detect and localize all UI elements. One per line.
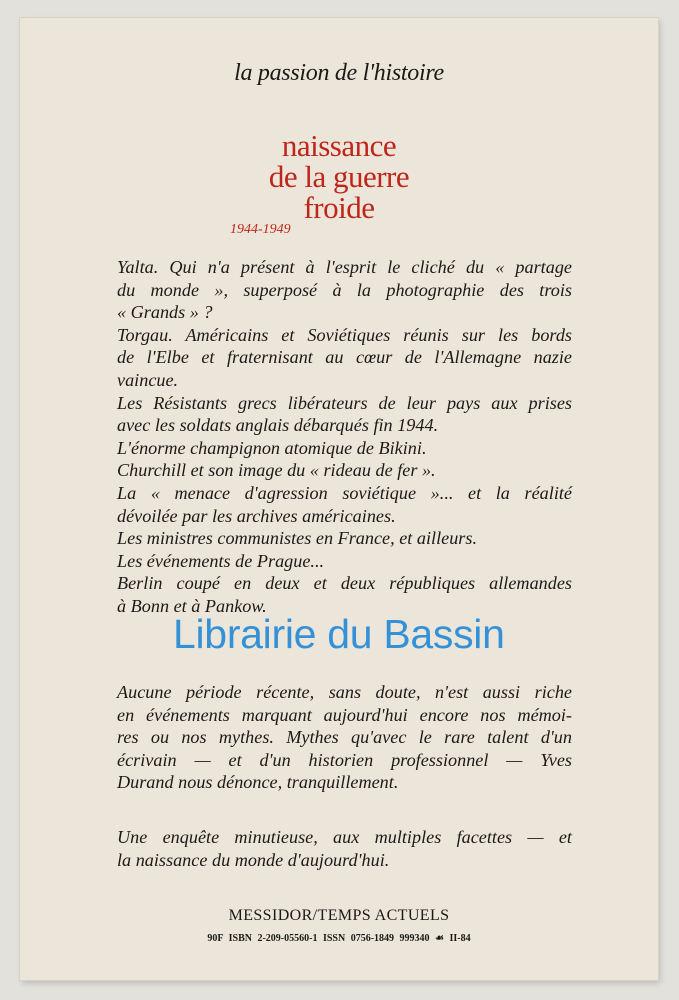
blurb-line: Durand nous dénonce, tranquillement. bbox=[117, 772, 399, 793]
blurb-line: « Grands » ? bbox=[117, 302, 213, 323]
blurb-line: L'énorme champignon atomique de Bikini. bbox=[117, 437, 427, 458]
blurb-line: Les Résistants grecs libérateurs de leur pays aux prises bbox=[117, 392, 572, 413]
blurb-line: de l'Elbe et fraternisant au cœur de l'Allemagne nazie bbox=[117, 347, 572, 368]
isbn-line: 90F ISBN 2-209-05560-1 ISSN 0756-1849 999340 ☙ II-84 bbox=[207, 933, 471, 944]
blurb-line: res ou nos mythes. Mythes qu'avec le rare talent d'un bbox=[117, 727, 572, 748]
blurb-line: Torgau. Américains et Soviétiques réunis sur les bords bbox=[117, 324, 572, 345]
blurb-line: du monde », superposé à la photographie des trois bbox=[117, 279, 572, 300]
blurb-line: Yalta. Qui n'a présent à l'esprit le cliché du « partage bbox=[117, 257, 572, 277]
blurb-line: Aucune période récente, sans doute, n'est aussi riche bbox=[117, 682, 572, 702]
title-line: froide bbox=[303, 190, 375, 225]
blurb-line: avec les soldats anglais débarqués fin 1944. bbox=[117, 415, 439, 436]
blurb-line: Churchill et son image du « rideau de fer ». bbox=[117, 460, 436, 481]
blurb-line: Berlin coupé en deux et deux républiques allemandes bbox=[117, 573, 572, 594]
blurb-line: Les événements de Prague... bbox=[117, 550, 325, 571]
publisher-name: MESSIDOR/TEMPS ACTUELS bbox=[228, 907, 450, 924]
title-line: naissance bbox=[281, 128, 397, 163]
blurb-line: la naissance du monde d'aujourd'hui. bbox=[117, 849, 390, 870]
blurb-line: à Bonn et à Pankow. bbox=[117, 595, 267, 616]
title-years: 1944-1949 bbox=[230, 222, 291, 237]
bookseller-watermark: Librairie du Bassin bbox=[173, 611, 505, 657]
title-line: de la guerre bbox=[268, 159, 410, 194]
blurb-line: écrivain — et d'un historien professionnel — Yves bbox=[117, 749, 572, 770]
blurb-line: dévoilée par les archives américaines. bbox=[117, 505, 396, 526]
blurb-line: La « menace d'agression soviétique »... et la réalité bbox=[117, 482, 572, 503]
blurb-line: vaincue. bbox=[117, 369, 179, 390]
blurb-line: Une enquête minutieuse, aux multiples facettes — et bbox=[117, 827, 572, 847]
blurb-line: en événements marquant aujourd'hui encore nos mémoi- bbox=[117, 704, 572, 725]
blurb-paragraph-1 bbox=[117, 256, 572, 618]
book-back-cover bbox=[20, 18, 658, 980]
series-name: la passion de l'histoire bbox=[234, 60, 444, 86]
blurb-line: Les ministres communistes en France, et ailleurs. bbox=[117, 528, 478, 549]
blurb-paragraph-2 bbox=[117, 681, 572, 794]
blurb-paragraph-3 bbox=[117, 826, 572, 871]
book-title bbox=[20, 130, 658, 223]
